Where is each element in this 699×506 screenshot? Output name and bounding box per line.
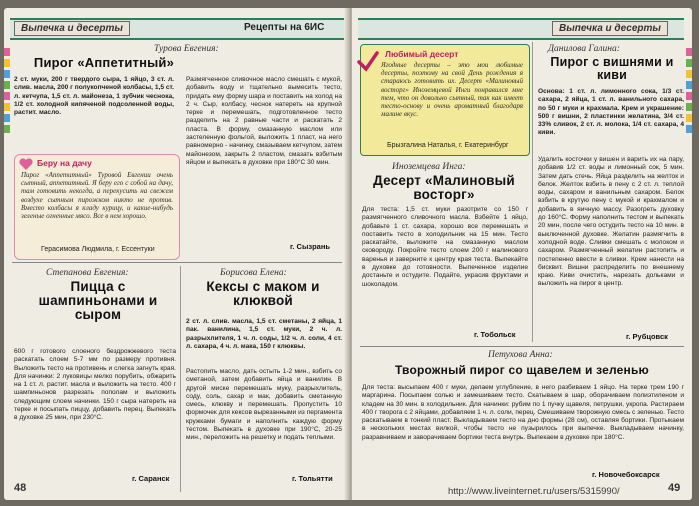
recipe-author: Иноземцева Инга: xyxy=(392,162,466,172)
divider xyxy=(12,262,342,263)
left-page xyxy=(4,8,348,500)
right-header-bar xyxy=(358,18,684,40)
left-edge-color-tabs xyxy=(4,48,10,136)
recipe-author: Данилова Галина: xyxy=(548,44,620,54)
note-text: Пирог «Аппетитный» Туровой Евгении очень сытный, аппетитный. Я беру его с собой на дачу, там готовить некогда, а перекусить на свежем воздухе сытным пирожком никто не против. Вместо колбасы я кладу курицу, и какие-нибудь зеленые огненные мясо. Все в нем хорошо. xyxy=(21,171,173,221)
promo-note-box xyxy=(360,44,530,156)
recipe-method: Растопить масло, дать остыть 1-2 мин., взбить со сметаной, затем добавить яйца и ванилин. В другой миске перемешать муку, разрыхлитель, соду, соль, сахар и мак, добавить сметанную смесь, клюкву и перемешать. Пропустить 10 формочек для кексов вырезанными из пергамента кружками бумаги и наполнить каждую форму тестом. Выпекать в духовке при 190°С, 20-25 мин., переложить на решетку и подать теплыми. xyxy=(186,368,342,442)
column-divider xyxy=(180,266,181,492)
section-title: Рецепты на 6ИС xyxy=(244,22,325,33)
recipe-title: Пицца с шампиньонами и сыром xyxy=(38,279,158,322)
recipe-city: г. Рубцовск xyxy=(626,332,668,341)
recipe-text: 600 г готового слоеного бездрожжевого теста раскатать слоем 5-7 мм по размеру противня. Выложить тесто на противень и слегка загнуть края. Для начинки: 2 луковицы мелко порубить, обжарить на 1 ст. л. растит. масла и выложить на тесто. 400 г шампиньонов разрезать пополам и выложить следующим слоем начинки. 150 г сыра натереть на терке и посыпать пиццу, добавить перец. Выпекать в духовке 25 мин, при 230°С. xyxy=(14,348,176,422)
right-page xyxy=(352,8,692,500)
checkmark-icon xyxy=(357,51,379,73)
reader-note-box xyxy=(14,154,180,260)
promo-text: Ягодные десерты – это мои любимые десерты, поэтому на свой День рождения я стараюсь готовить их. Десерт «Малиновый восторг» Иноземцевой Инги понравился мне тем, что он довольно сытный, так как имеет тесто-основу и очень ароматный благодаря малине вкус. xyxy=(381,61,523,119)
promo-badge: Любимый десерт xyxy=(385,49,459,59)
recipe-city: г. Новочебоксарск xyxy=(592,470,660,479)
heart-icon xyxy=(18,157,34,171)
left-header-bar xyxy=(10,18,344,40)
recipe-title: Пирог с вишнями и киви xyxy=(550,55,674,82)
recipe-city: г. Тобольск xyxy=(474,330,516,339)
recipe-ingredients: 2 ст. муки, 200 г твердого сыра, 1 яйцо, 3 ст. л. слив. масла, 200 г полукопченой колбасы, 1,5 ст. л. кетчупа, 1,5 ст. л. майонеза, 1 зубчик чеснока, 1/2 ст. холодной кипяченой подсоленной воды, растит. масло. xyxy=(14,76,174,117)
section-tag: Выпечка и десерты xyxy=(14,21,130,36)
divider xyxy=(360,346,684,347)
recipe-author: Турова Евгения: xyxy=(154,44,219,54)
promo-signature: Брызгалина Наталья, г. Екатеринбург xyxy=(387,142,509,149)
page-number: 48 xyxy=(14,482,27,494)
watermark-url: http://www.liveinternet.ru/users/5315990/ xyxy=(448,486,620,497)
note-signature: Герасимова Людмила, г. Ессентуки xyxy=(41,246,155,253)
page-number: 49 xyxy=(668,482,681,494)
recipe-title: Пирог «Аппетитный» xyxy=(33,55,175,70)
recipe-author: Борисова Елена: xyxy=(220,268,287,278)
recipe-title: Десерт «Малиновый восторг» xyxy=(373,173,515,202)
right-edge-color-tabs xyxy=(686,48,692,136)
recipe-city: г. Саранск xyxy=(132,474,170,483)
recipe-method: Удалить косточки у вишен и варить их на пару, добавив 1/2 ст. воды и лимонный сок, 5 мин. Затем дать стечь. Яйца разделить на желток и белок. Желток взбить в пену с 2 ст. л. теплой воды, сахаром и ванильным сахаром. Белок взбить в крутую пену с мукой и крахмалом и добавить в яичную массу. Разогреть духовку до 160°С. Форму наполнить тестом и выпекать 20 мин, после чего остудить тесто на 10 мин. в выключенной духовке. Желатин размягчить в холодной воде. Сливки смешать с молоком и сахаром. Размягченный желатин растопить и постепенно ввести в сливки. Крем нанести на бисквит. Вишни распределить по внешнему краю. Киви очистить, нарезать дольками и выложить на пирог в центр. xyxy=(538,156,684,288)
recipe-ingredients: 2 ст. л. слив. масла, 1,5 ст. сметаны, 2 яйца, 1 пак. ванилина, 1,5 ст. муки, 2 ч. л. разрыхлителя, 1 ч. л. соды, 1/2 ч. л. соли, 4 ст. л. сахара, 4 ч. л. мака, 150 г клюквы. xyxy=(186,318,342,350)
recipe-text: Для теста: высыпаем 400 г муки, делаем углубление, в него разбиваем 1 яйцо. На терке трем 190 г маргарина. Посыпаем солью и замешиваем тесто. Скатываем в шар, оборачиваем полиэтиленом и кладем на 30 мин. в холодильник. Для начинки: рубим по 1 пучку щавеля, петрушки, укропа. Растираем 400 г творога с 2 яйцами, добавляем 1 ч. л. соли, перец. Смешиваем творожную смесь с зеленью. Тесто раскатываем в тонкий пласт. Выкладываем тесто на дно формы (28 см), оставляя бортики. Протыкаем в нескольких местах вилкой, чтобы тесто не пузырилось при выпечке. Выкладываем начинку, разравниваем и заворачиваем бортики теста внутрь. Выпекаем в духовке при 180°С. xyxy=(362,384,684,441)
recipe-city: г. Тольятти xyxy=(292,474,333,483)
recipe-ingredients: Основа: 1 ст. л. лимонного сока, 1/3 ст. сахара, 2 яйца, 1 ст. л. ванильного сахара, по 50 г муки и крахмала. Крем и украшение: 500 г вишни, 2 пластинки желатина, 3/4 ст. 33% сливок, 2 ст. л. молока, 1/4 ст. сахара, 4 киви. xyxy=(538,88,684,137)
column-divider xyxy=(532,42,533,342)
recipe-method: Размягченное сливочное масло смешать с мукой, добавить воду и тщательно вымесить тесто, придать ему форму шара и поставить на холод на 2 ч. Сыр, колбасу, чеснок натереть на крупной терке и перемешать, подготовленное тесто разделить на 2 равные части и раскатать 2 пласта. В форму, смазанную маслом или застеленную фольгой, выложить 1 пласт, на него равномерно - начинку, смазываем кетчупом, затем майонезом, закрыть 2 пластом, смазать взбитым яйцом и выпекать в духовке при 180°С 30 мин. xyxy=(186,76,342,166)
recipe-author: Петухова Анна: xyxy=(488,350,553,360)
recipe-title: Творожный пирог со щавелем и зеленью xyxy=(394,363,650,377)
recipe-author: Степанова Евгения: xyxy=(46,268,129,278)
note-badge: Беру на дачу xyxy=(37,158,92,168)
recipe-city: г. Сызрань xyxy=(290,242,330,251)
section-tag: Выпечка и десерты xyxy=(552,21,668,36)
recipe-text: Для теста: 1,5 ст. муки разотрите со 150 г размягченного сливочного масла. Взбейте 1 яйцо, добавьте 1 ст. сахара, хорошо все перемешать и поставить тесто в холодильник на 15 мин. Тесто раскатайте, выложите на смазанную маслом сковороду. Покройте тесто слоем 200 г малинового варенья и заверните к центру края теста. Выпекайте в духовке до готовности. Выпеченное изделие достаньте и остудите. Подайте, украсив фруктами и шоколадом. xyxy=(362,206,528,288)
recipe-title: Кексы с маком и клюквой xyxy=(206,279,320,308)
